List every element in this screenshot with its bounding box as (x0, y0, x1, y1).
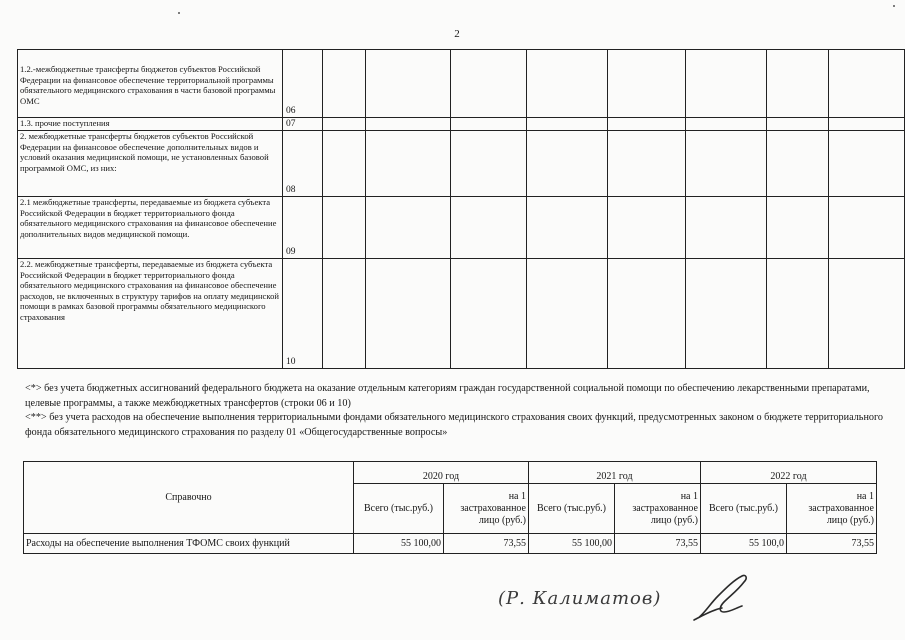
empty-cell (829, 118, 905, 131)
income-table-row (18, 50, 905, 118)
empty-cell (323, 131, 366, 197)
income-table-row (18, 197, 905, 259)
empty-cell (607, 259, 685, 369)
row-code: 10 (282, 259, 322, 369)
empty-cell (323, 50, 366, 118)
row-code: 09 (282, 197, 322, 259)
empty-cell (526, 259, 607, 369)
reference-label: Справочно (24, 462, 354, 534)
signatory-name: (Р. Калиматов) (498, 588, 662, 609)
row-description: 2.2. межбюджетные трансферты, передаваемые из бюджета субъекта Российской Федерации в бюджет территориального фонда обязательного медицинского страхования на финансовое обеспечение расходов, не включенных в структуру тарифов на оплату медицинской помощи в рамках базовой программы обязательного медицинского страхования (18, 259, 283, 369)
empty-cell (450, 197, 526, 259)
empty-cell (366, 197, 451, 259)
empty-cell (323, 118, 366, 131)
row-label: Расходы на обеспечение выполнения ТФОМС своих функций (24, 534, 354, 554)
empty-cell (767, 131, 829, 197)
empty-cell (686, 197, 767, 259)
year-2022: 2022 год (701, 462, 877, 484)
row-code: 08 (282, 131, 322, 197)
empty-cell (686, 118, 767, 131)
empty-cell (829, 197, 905, 259)
empty-cell (767, 197, 829, 259)
value-total-2020: 55 100,00 (354, 534, 444, 554)
row-description: 2.1 межбюджетные трансферты, передаваемые из бюджета субъекта Российской Федерации в бюджет территориального фонда обязательного медицинского страхования на финансовое обеспечение дополнительных видов медицинской помощи. (18, 197, 283, 259)
empty-cell (450, 259, 526, 369)
empty-cell (829, 131, 905, 197)
income-table-body (18, 50, 905, 369)
income-table-row (18, 259, 905, 369)
col-per-person-2020: на 1 застрахованное лицо (руб.) (444, 484, 529, 534)
empty-cell (829, 259, 905, 369)
value-total-2021: 55 100,00 (529, 534, 615, 554)
reference-table (23, 461, 877, 554)
income-table-row (18, 131, 905, 197)
value-total-2022: 55 100,0 (701, 534, 787, 554)
empty-cell (526, 118, 607, 131)
row-code: 06 (282, 50, 322, 118)
empty-cell (450, 131, 526, 197)
scan-speck (178, 12, 180, 14)
row-description: 2. межбюджетные трансферты бюджетов субъектов Российской Федерации на финансовое обеспечение дополнительных видов и условий оказания медицинской помощи, не установленных базовой программой ОМС, из них: (18, 131, 283, 197)
col-per-person-2021: на 1 застрахованное лицо (руб.) (615, 484, 701, 534)
row-code: 07 (282, 118, 322, 131)
page-number: 2 (454, 28, 460, 40)
col-total-2020: Всего (тыс.руб.) (354, 484, 444, 534)
empty-cell (526, 131, 607, 197)
empty-cell (366, 259, 451, 369)
income-table-row (18, 118, 905, 131)
footnotes (25, 382, 890, 440)
empty-cell (607, 118, 685, 131)
empty-cell (526, 50, 607, 118)
value-per-person-2020: 73,55 (444, 534, 529, 554)
empty-cell (607, 131, 685, 197)
row-description: 1.2.-межбюджетные трансферты бюджетов субъектов Российской Федерации на финансовое обеспечение территориальной программы обязательного медицинского страхования в части базовой программы ОМС (18, 50, 283, 118)
empty-cell (450, 118, 526, 131)
value-per-person-2022: 73,55 (787, 534, 877, 554)
empty-cell (607, 197, 685, 259)
empty-cell (366, 131, 451, 197)
empty-cell (686, 50, 767, 118)
empty-cell (366, 50, 451, 118)
empty-cell (686, 131, 767, 197)
empty-cell (323, 259, 366, 369)
empty-cell (526, 197, 607, 259)
year-2020: 2020 год (354, 462, 529, 484)
income-table (17, 49, 905, 369)
empty-cell (607, 50, 685, 118)
empty-cell (450, 50, 526, 118)
year-2021: 2021 год (529, 462, 701, 484)
row-description: 1.3. прочие поступления (18, 118, 283, 131)
footnote-2: <**> без учета расходов на обеспечение выполнения территориальными фондами обязательного медицинского страхования своих функций, предусмотренных законом о бюджете территориального фонда обязательного медицинского страхования по разделу 01 «Общегосударственные вопросы» (25, 412, 884, 438)
empty-cell (366, 118, 451, 131)
footnote-1: <*> без учета бюджетных ассигнований федерального бюджета на оказание отдельным категориям граждан государственной социальной помощи по обеспечению лекарственными препаратами, целевые программы, а также межбюджетных трансфертов (строки 06 и 10) (25, 383, 870, 409)
empty-cell (767, 118, 829, 131)
empty-cell (686, 259, 767, 369)
empty-cell (323, 197, 366, 259)
empty-cell (829, 50, 905, 118)
col-total-2022: Всего (тыс.руб.) (701, 484, 787, 534)
col-per-person-2022: на 1 застрахованное лицо (руб.) (787, 484, 877, 534)
empty-cell (767, 50, 829, 118)
handwritten-signature (690, 570, 760, 625)
empty-cell (767, 259, 829, 369)
value-per-person-2021: 73,55 (615, 534, 701, 554)
col-total-2021: Всего (тыс.руб.) (529, 484, 615, 534)
scan-speck (893, 5, 895, 7)
